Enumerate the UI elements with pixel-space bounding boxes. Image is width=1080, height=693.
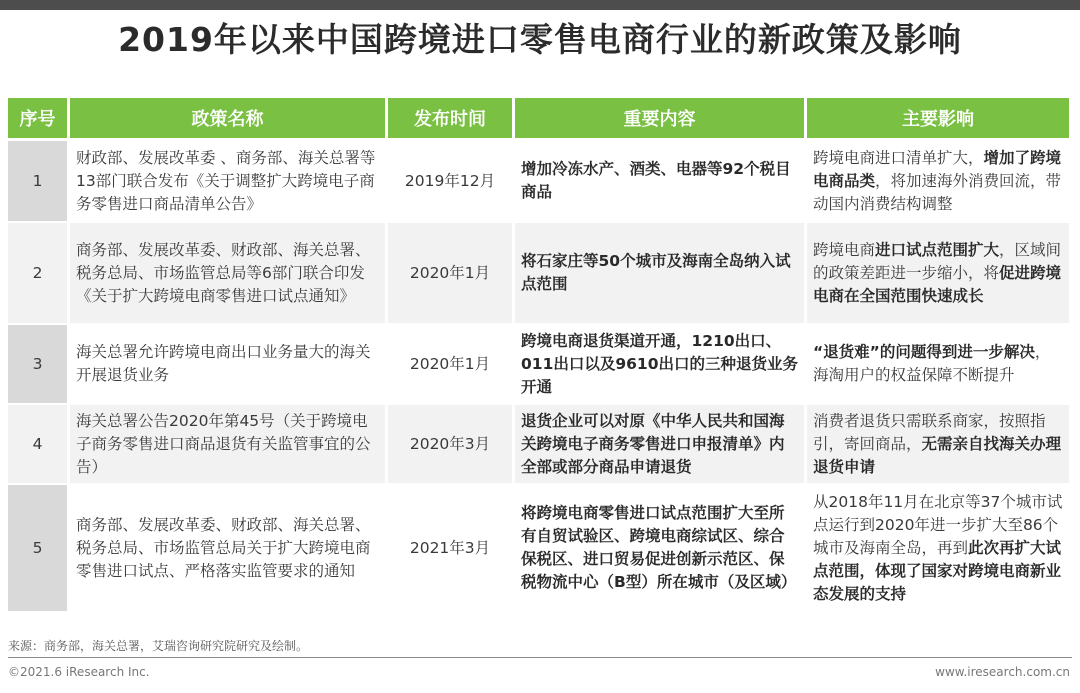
row-number: 1 xyxy=(8,141,70,223)
key-content: 跨境电商退货渠道开通，1210出口、011出口以及9610出口的三种退货业务开通 xyxy=(515,325,807,405)
main-impact xyxy=(807,325,1072,405)
row-number: 4 xyxy=(8,405,70,485)
policy-name: 海关总署允许跨境电商出口业务量大的海关开展退货业务 xyxy=(70,325,388,405)
table-row xyxy=(8,141,1072,223)
impact-highlight: 无需亲自找海关办理退货申请 xyxy=(813,434,1062,476)
impact-text: ，海淘用户的权益保障不断提升 xyxy=(813,343,1051,384)
row-number: 3 xyxy=(8,325,70,405)
impact-text: ，将加速海外消费回流，带动国内消费结构调整 xyxy=(813,171,1062,213)
header-release-date: 发布时间 xyxy=(388,98,515,141)
key-content: 将石家庄等50个城市及海南全岛纳入试点范围 xyxy=(515,223,807,325)
impact-text: 从2018年11月在北京等37个城市试点运行到2020年进一步扩大至86个城市及海南全岛，再到 xyxy=(813,492,1063,557)
policy-name: 海关总署公告2020年第45号（关于跨境电子商务零售进口商品退货有关监管事宜的公告） xyxy=(70,405,388,485)
policy-table xyxy=(8,98,1072,613)
release-date: 2020年3月 xyxy=(388,405,515,485)
impact-text: 跨境电商 xyxy=(813,240,876,259)
table-row xyxy=(8,405,1072,485)
table-row xyxy=(8,485,1072,613)
site-url: www.iresearch.com.cn xyxy=(935,665,1070,679)
impact-highlight: 此次再扩大试点范围，体现了国家对跨境电商新业态发展的支持 xyxy=(813,538,1062,603)
header-key-content: 重要内容 xyxy=(515,98,807,141)
key-content: 将跨境电商零售进口试点范围扩大至所有自贸试验区、跨境电商综试区、综合保税区、进口贸易促进创新示范区、保税物流中心（B型）所在城市（及区域） xyxy=(515,485,807,613)
release-date: 2021年3月 xyxy=(388,485,515,613)
key-content: 退货企业可以对原《中华人民共和国海关跨境电子商务零售进口申报清单》内全部或部分商品申请退货 xyxy=(515,405,807,485)
release-date: 2020年1月 xyxy=(388,325,515,405)
impact-text: 消费者退货只需联系商家，按照指引，寄回商品， xyxy=(813,411,1046,453)
table-row xyxy=(8,223,1072,325)
header-policy-name: 政策名称 xyxy=(70,98,388,141)
footer-divider xyxy=(8,657,1072,658)
header-main-impact: 主要影响 xyxy=(807,98,1072,141)
policy-name: 财政部、发展改革委 、商务部、海关总署等13部门联合发布《关于调整扩大跨境电子商务零售进口商品清单公告》 xyxy=(70,141,388,223)
policy-name: 商务部、发展改革委、财政部、海关总署、税务总局、市场监管总局等6部门联合印发《关于扩大跨境电商零售进口试点通知》 xyxy=(70,223,388,325)
release-date: 2020年1月 xyxy=(388,223,515,325)
header-number: 序号 xyxy=(8,98,70,141)
impact-highlight: “退货难”的问题得到进一步解决 xyxy=(813,343,1035,361)
impact-highlight: 增加了跨境电商品类 xyxy=(813,148,1062,190)
main-impact xyxy=(807,141,1072,223)
row-number: 5 xyxy=(8,485,70,613)
release-date: 2019年12月 xyxy=(388,141,515,223)
source-note: 来源：商务部，海关总署，艾瑞咨询研究院研究及绘制。 xyxy=(8,639,309,653)
row-number: 2 xyxy=(8,223,70,325)
table-row xyxy=(8,325,1072,405)
copyright: ©2021.6 iResearch Inc. xyxy=(8,665,150,679)
top-bar xyxy=(0,0,1080,10)
impact-text: ，区域间的政策差距进一步缩小，将 xyxy=(813,240,1062,282)
main-impact xyxy=(807,405,1072,485)
table-header-row xyxy=(8,98,1072,141)
main-impact xyxy=(807,223,1072,325)
impact-highlight: 促进跨境电商在全国范围快速成长 xyxy=(813,263,1062,305)
page-title: 2019年以来中国跨境进口零售电商行业的新政策及影响 xyxy=(118,20,962,59)
key-content: 增加冷冻水产、酒类、电器等92个税目商品 xyxy=(515,141,807,223)
impact-text: 跨境电商进口清单扩大， xyxy=(813,148,984,167)
main-impact xyxy=(807,485,1072,613)
policy-name: 商务部、发展改革委、财政部、海关总署、税务总局、市场监管总局关于扩大跨境电商零售进口试点、严格落实监管要求的通知 xyxy=(70,485,388,613)
impact-highlight: 进口试点范围扩大 xyxy=(875,240,1000,259)
